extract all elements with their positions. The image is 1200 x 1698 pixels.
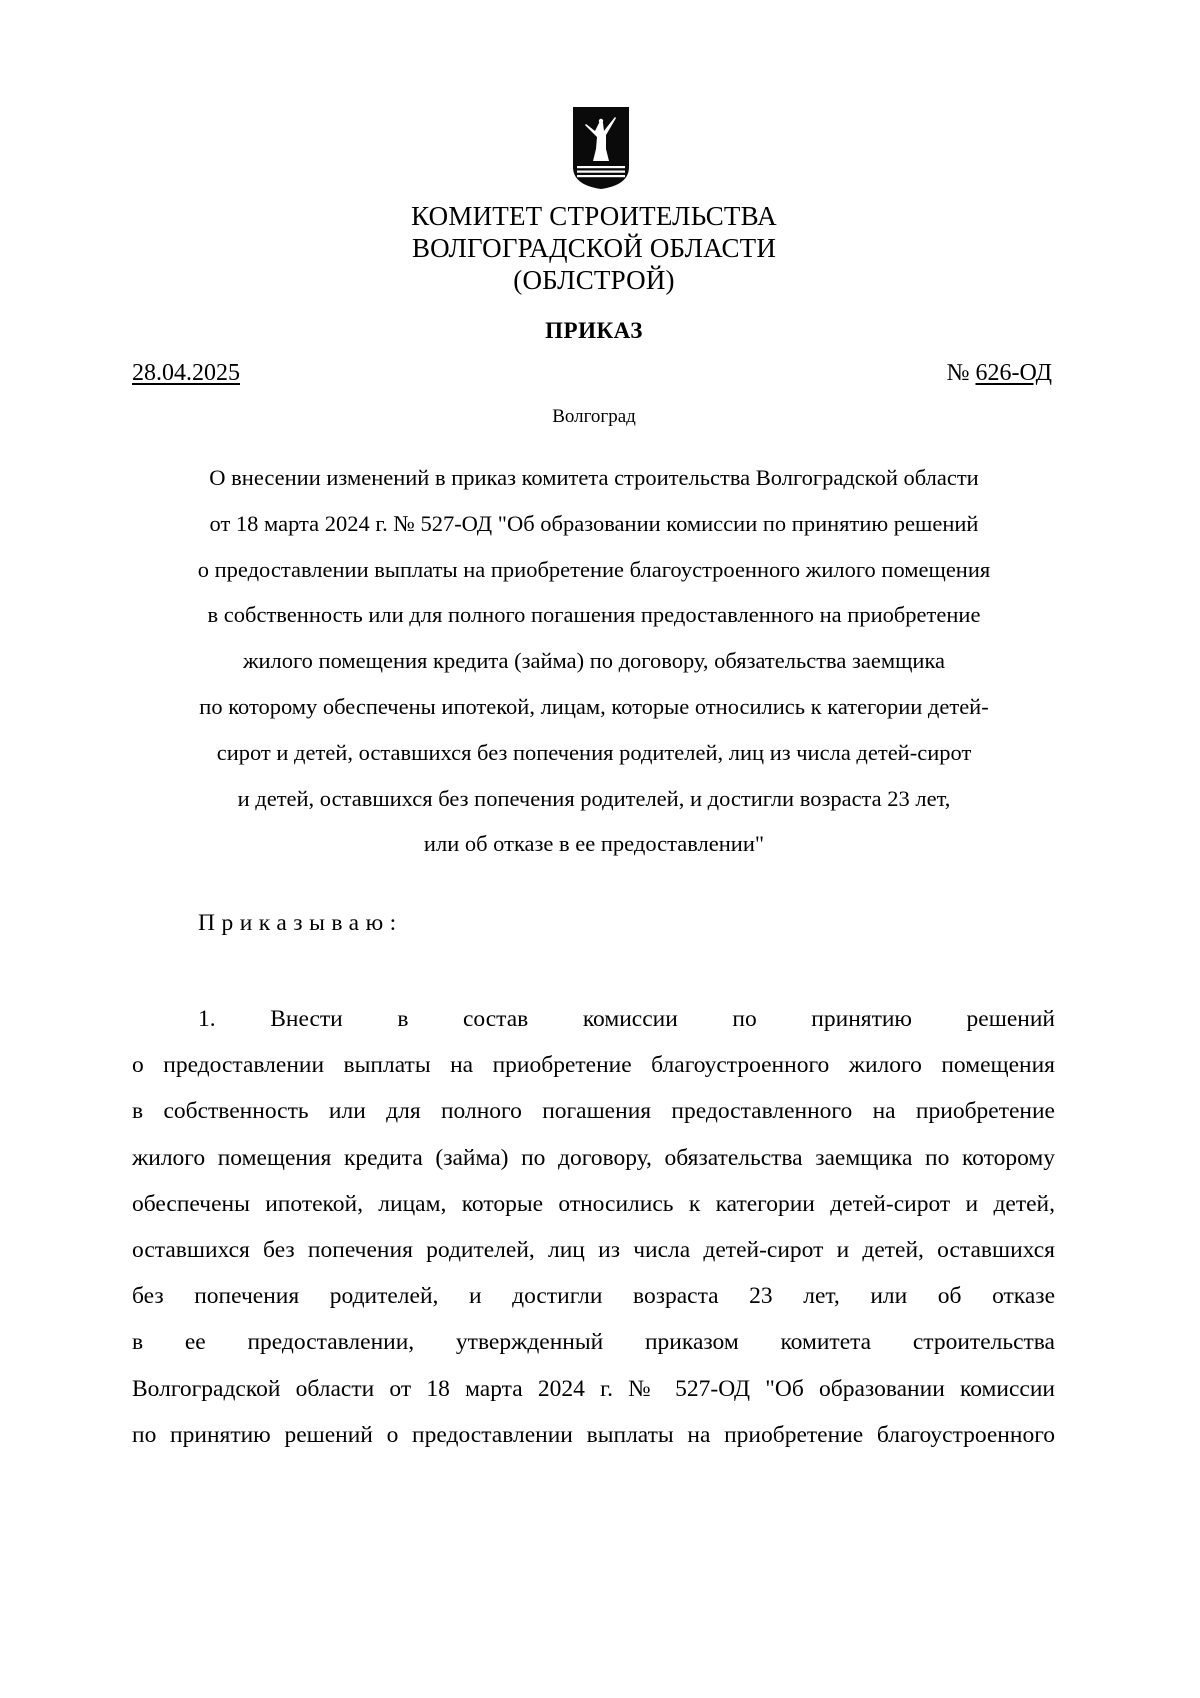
- order-directive-word: Приказываю:: [198, 910, 403, 936]
- subject-line: О внесении изменений в приказ комитета строительства Волгоградской области: [209, 465, 979, 490]
- org-name-line-3: (ОБЛСТРОЙ): [513, 265, 675, 295]
- volgograd-coat-of-arms-icon: [571, 105, 631, 191]
- body-line: 1. Внести в состав комиссии по принятию решений: [198, 1006, 1055, 1032]
- order-body: [132, 996, 1055, 1458]
- body-line: в ее предоставлении, утвержденный приказом комитета строительства: [132, 1329, 1055, 1356]
- subject-line: в собственность или для полного погашения предоставленного на приобретение: [207, 602, 981, 628]
- order-number-prefix: №: [946, 360, 976, 386]
- subject-line: сирот и детей, оставшихся без попечения родителей, лиц из числа детей-сирот: [216, 739, 972, 765]
- body-line: о предоставлении выплаты на приобретение благоустроенного жилого помещения: [132, 1052, 1055, 1079]
- subject-line: от 18 марта 2024 г. № 527-ОД "Об образовании комиссии по принятию решений: [209, 510, 979, 536]
- body-line: жилого помещения кредита (займа) по договору, обязательства заемщика по которому: [132, 1144, 1055, 1171]
- body-line: обеспечены ипотекой, лицам, которые относились к категории детей-сирот и детей,: [132, 1190, 1055, 1217]
- subject-line: о предоставлении выплаты на приобретение благоустроенного жилого помещения: [197, 556, 991, 582]
- doc-type-title: ПРИКАЗ: [545, 318, 643, 343]
- subject-line: и детей, оставшихся без попечения родителей, и достигли возраста 23 лет,: [237, 785, 951, 811]
- order-number: [947, 360, 1052, 387]
- body-line: Волгоградской области от 18 марта 2024 г. № 527-ОД "Об образовании комиссии: [132, 1375, 1055, 1402]
- order-date: 28.04.2025: [132, 360, 240, 386]
- body-line: без попечения родителей, и достигли возраста 23 лет, или об отказе: [132, 1283, 1055, 1310]
- org-name-line-1: КОМИТЕТ СТРОИТЕЛЬСТВА: [411, 201, 777, 231]
- subject-line: жилого помещения кредита (займа) по договору, обязательства заемщика: [242, 648, 946, 674]
- subject-line: по которому обеспечены ипотекой, лицам, которые относились к категории детей-: [199, 693, 989, 719]
- org-name-line-2: ВОЛГОГРАДСКОЙ ОБЛАСТИ: [411, 233, 777, 263]
- order-subject: [0, 455, 1188, 867]
- order-number-value: 626-ОД: [975, 360, 1052, 386]
- subject-line: или об отказе в ее предоставлении": [423, 831, 765, 857]
- body-line: оставшихся без попечения родителей, лиц из числа детей-сирот и детей, оставшихся: [132, 1236, 1055, 1263]
- body-line: в собственность или для полного погашения предоставленного на приобретение: [132, 1098, 1055, 1125]
- body-line: по принятию решений о предоставлении выплаты на приобретение благоустроенного: [132, 1421, 1055, 1448]
- city-name: Волгоград: [552, 406, 636, 427]
